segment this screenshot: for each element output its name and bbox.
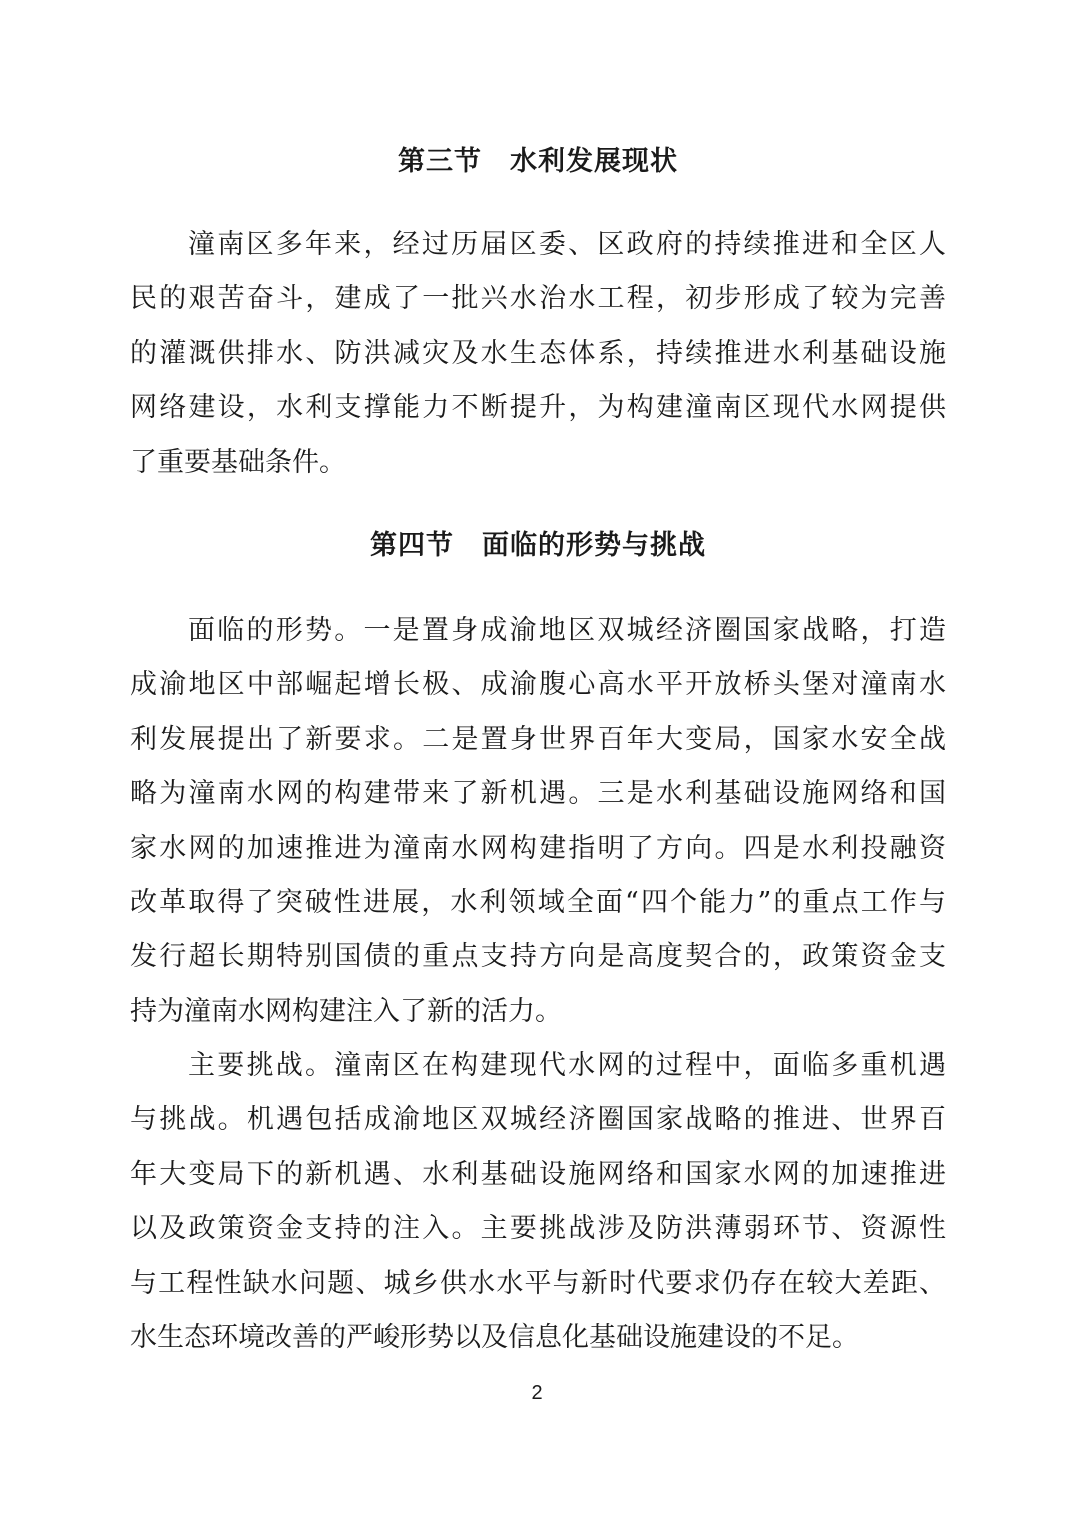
section-4-paragraph-situation [130, 604, 946, 1039]
section-4-heading: 第四节 面临的形势与挑战 [370, 530, 706, 561]
paragraph-line: 与挑战。机遇包括成渝地区双城经济圈国家战略的推进、世界百 [130, 1104, 946, 1136]
paragraph-line: 潼南区多年来，经过历届区委、区政府的持续推进和全区人 [188, 229, 946, 260]
section-3-heading: 第三节 水利发展现状 [398, 146, 678, 177]
section-4-paragraph-challenges [130, 1039, 946, 1365]
paragraph-line: 成渝地区中部崛起增长极、成渝腹心高水平开放桥头堡对潼南水 [130, 669, 946, 701]
paragraph-line: 改革取得了突破性进展，水利领域全面“四个能力”的重点工作与 [130, 886, 946, 918]
paragraph-line: 持为潼南水网构建注入了新的活力。 [130, 995, 562, 1027]
paragraph-line: 利发展提出了新要求。二是置身世界百年大变局，国家水安全战 [130, 723, 946, 755]
paragraph-line: 以及政策资金支持的注入。主要挑战涉及防洪薄弱环节、资源性 [130, 1213, 946, 1245]
paragraph-line: 与工程性缺水问题、城乡供水水平与新时代要求仍存在较大差距、 [130, 1267, 946, 1299]
paragraph-line: 略为潼南水网的构建带来了新机遇。三是水利基础设施网络和国 [130, 778, 946, 810]
page-number: 2 [531, 1382, 543, 1404]
paragraph-line: 的灌溉供排水、防洪减灾及水生态体系，持续推进水利基础设施 [130, 337, 946, 369]
paragraph-line: 网络建设，水利支撑能力不断提升，为构建潼南区现代水网提供 [130, 392, 946, 424]
paragraph-line: 了重要基础条件。 [130, 446, 346, 478]
paragraph-line: 年大变局下的新机遇、水利基础设施网络和国家水网的加速推进 [130, 1158, 946, 1190]
paragraph-line: 家水网的加速推进为潼南水网构建指明了方向。四是水利投融资 [130, 832, 946, 864]
section-3-paragraph [130, 218, 946, 490]
paragraph-line: 民的艰苦奋斗，建成了一批兴水治水工程，初步形成了较为完善 [130, 283, 946, 315]
paragraph-line: 发行超长期特别国债的重点支持方向是高度契合的，政策资金支 [130, 941, 946, 973]
paragraph-line: 主要挑战。潼南区在构建现代水网的过程中，面临多重机遇 [188, 1050, 946, 1081]
paragraph-line: 水生态环境改善的严峻形势以及信息化基础设施建设的不足。 [130, 1321, 859, 1353]
paragraph-line: 面临的形势。一是置身成渝地区双城经济圈国家战略，打造 [188, 615, 946, 646]
